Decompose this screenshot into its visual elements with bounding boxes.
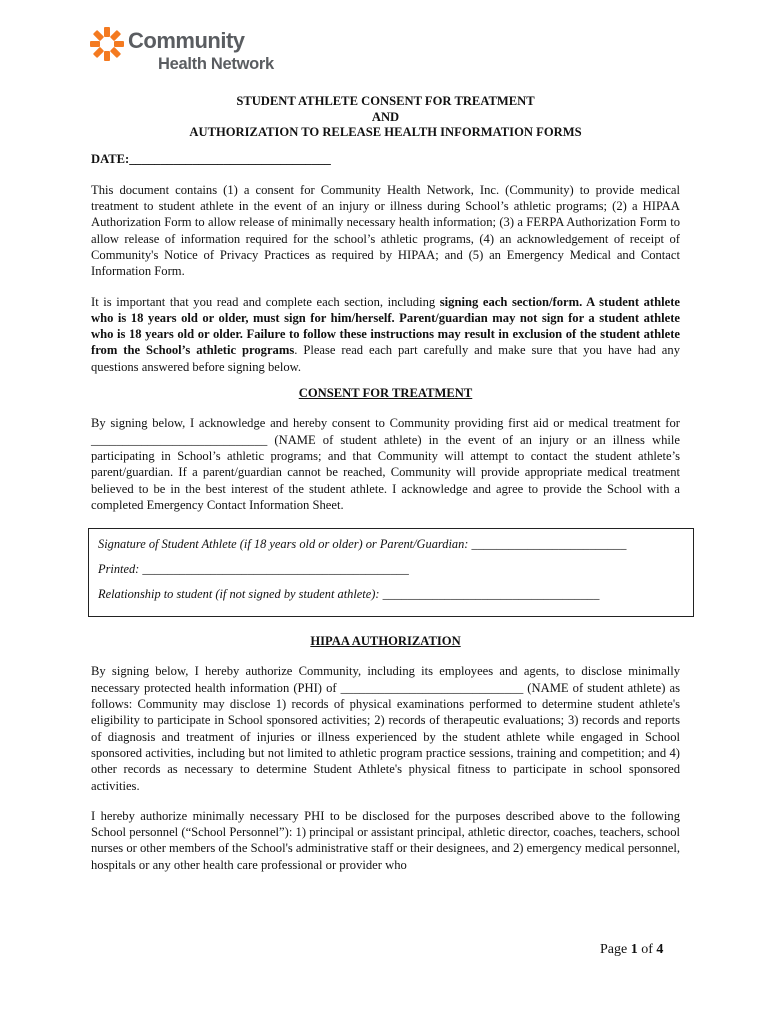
consent-heading: CONSENT FOR TREATMENT: [298, 386, 473, 401]
document-title: [91, 94, 680, 141]
page-total: 4: [656, 942, 664, 957]
document-body: [91, 94, 680, 873]
title-line-3: AUTHORIZATION TO RELEASE HEALTH INFORMATION FORMS: [189, 125, 582, 139]
page-current: 1: [630, 942, 638, 957]
important-text-bold-2: A student athlete who is 18 years old or older, must sign for him/herself. Parent/guardian may not sign for a student athlete who is 18 years old or older. Failure to follow these instructions may result in exclusion of the student athlete from the School’s athletic programs: [91, 294, 680, 358]
important-text-pre: It is important that you read and complete each section, including: [91, 294, 440, 309]
signature-line[interactable]: Signature of Student Athlete (if 18 years old or older) or Parent/Guardian: _________________________: [98, 537, 627, 552]
logo-brand-name: Community: [128, 28, 245, 53]
hipaa-heading: HIPAA AUTHORIZATION: [310, 634, 461, 649]
date-field[interactable]: DATE:________________________________: [91, 151, 331, 166]
logo-brand-subtitle: Health Network: [158, 55, 274, 73]
important-text-bold-1: signing each section/form: [439, 294, 580, 309]
relationship-line[interactable]: Relationship to student (if not signed by student athlete): ___________________________________: [98, 587, 600, 602]
printed-name-line[interactable]: Printed: ___________________________________________: [98, 562, 409, 577]
community-star-icon: [89, 26, 125, 62]
hipaa-paragraph-2: I hereby authorize minimally necessary PHI to be disclosed for the purposes described above to the following School personnel (“School Personnel”): 1) principal or assistant principal, athletic director, coaches, teachers, school nurses or other members of the School's administrative staff or their designees, and 2) emergency medical personnel, hospitals or any other health care professional or provider who: [91, 808, 680, 872]
important-paragraph: [91, 294, 680, 375]
consent-paragraph: By signing below, I acknowledge and hereby consent to Community providing first aid or medical treatment for ____________________________ (NAME of student athlete) in the event of an injury or an illness while participating in School’s athletic programs; and that Community will attempt to contact the student athlete’s parent/guardian. If a parent/guardian cannot be reached, Community will provide appropriate medical treatment believed to be in the best interest of the student athlete. I acknowledge and agree to provide the School with a completed Emergency Contact Information Sheet.: [91, 416, 680, 512]
hipaa-paragraph-1: By signing below, I hereby authorize Community, including its employees and agents, to disclose minimally necessary protected health information (PHI) of _____________________________ (NAME of student athlete) as follows: Community may disclose 1) records of physical examinations performed to determine student athlete's eligibility to participate in School sponsored activities; 2) records of therapeutic evaluations; 3) records and reports of diagnosis and treatment of injuries or illness experienced by the student athlete while engaged in School sponsored activities, including but not limited to athletic program practice sessions, training and competition; and 4) other records as necessary to determine Student Athlete's physical fitness to participate in school sponsored activities.: [91, 664, 680, 793]
title-line-1: STUDENT ATHLETE CONSENT FOR TREATMENT: [236, 94, 535, 108]
signature-box: [88, 528, 694, 617]
page-number-footer: [600, 942, 663, 958]
community-logo: [89, 24, 289, 80]
page-word: Page: [600, 942, 628, 957]
intro-paragraph: This document contains (1) a consent for Community Health Network, Inc. (Community) to provide medical treatment to student athlete in the event of an injury or illness during School’s athletic programs; (2) a HIPAA Authorization Form to allow release of minimally necessary health information; (3) a FERPA Authorization Form to allow release of information required for the school’s athletic programs, (4) an acknowledgement of receipt of Community's Notice of Privacy Practices as required by HIPAA; and (5) an Emergency Medical and Contact Information Form.: [91, 182, 680, 279]
title-line-2: AND: [371, 109, 400, 124]
important-text-mid: .: [579, 294, 587, 309]
important-text-post: . Please read each part carefully and make sure that you have had any questions answered before signing below.: [91, 343, 680, 374]
page-of-word: of: [641, 942, 653, 957]
